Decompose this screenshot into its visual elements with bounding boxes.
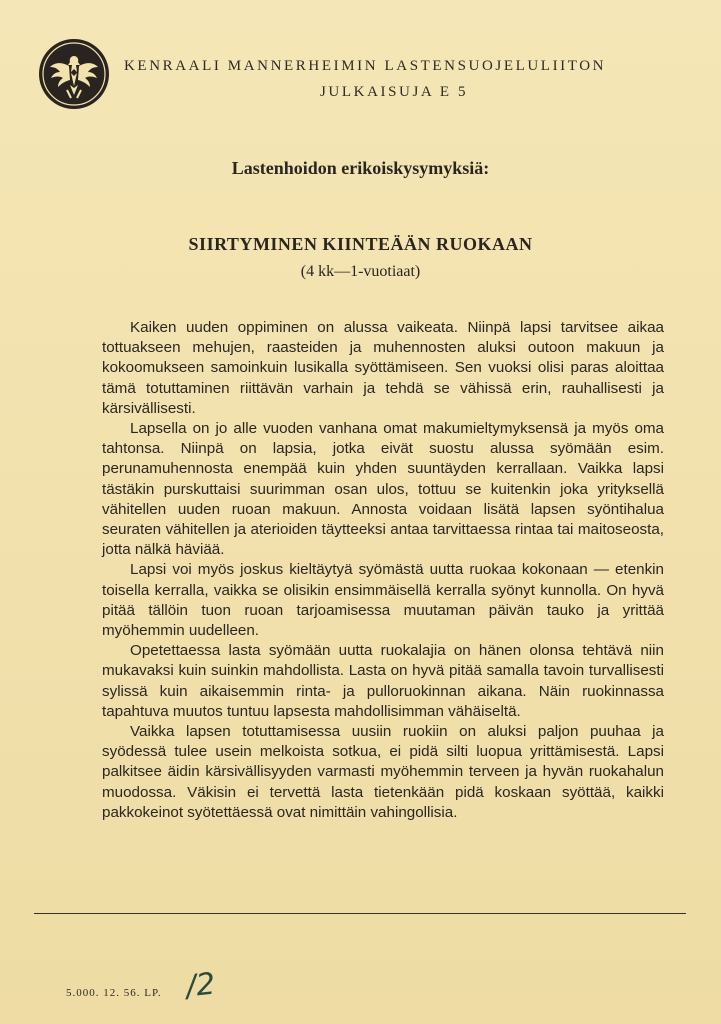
series-title: Lastenhoidon erikoiskysymyksiä: xyxy=(231,158,490,178)
paragraph: Opetettaessa lasta syömään uutta ruokalajia on hänen olonsa tehtävä niin mukavaksi kuin suinkin mahdollista. Lasta on hyvä pitää samalla tavoin turvallisesti sylissä kuin aikaisemmin rinta- ja pulloruokinnan aikana. Näin ruokinnassa tapahtuva muutos tuntuu lapsesta mahdollisimman vähäiseltä. xyxy=(102,642,664,720)
page-subtitle: (4 kk—1-vuotiaat) xyxy=(300,263,421,280)
eagle-emblem-icon xyxy=(38,38,110,110)
print-imprint: 5.000. 12. 56. LP. xyxy=(66,987,162,999)
paragraph: Lapsella on jo alle vuoden vanhana omat makumieltymyksensä ja myös oma tahtonsa. Niinpä on lapsia, jotka eivät suostu alussa syömään esim. perunamuhennosta enempää kuin yhden suuntäyden kerrallaan. Vaikka lapsi tästäkin purskuttaisi suurimman osan ulos, tottuu se kuitenkin joka yrityksellä vähitellen uuden ruoan makuun. Annosta voidaan lisätä lapsen syöntihalua seuraten vähitellen ja aterioiden täytteeksi antaa tarvittaessa rintaa tai maitoseosta, jotta nälkä häviää. xyxy=(102,420,664,559)
footer-divider xyxy=(34,913,686,914)
handwritten-note: /2 xyxy=(184,966,217,1005)
paragraph: Vaikka lapsen totuttamisessa uusiin ruokiin on aluksi paljon puuhaa ja syödessä tulee usein melkoista sotkua, ei pidä silti luopua yrittämisestä. Lapsi palkitsee äidin kärsivällisyyden varmasti myöhemmin terveen ja hyvän ruokahalun muodossa. Väkisin ei tervettä lasta tietenkään pidä koskaan syöttää, kaikki pakkokeinot syötettäessä ovat nimittäin vahingollisia. xyxy=(102,723,664,821)
page-title: SIIRTYMINEN KIINTEÄÄN RUOKAAN xyxy=(188,234,533,254)
paragraph: Lapsi voi myös joskus kieltäytyä syömästä uutta ruokaa kokonaan — etenkin toisella kerralla, vaikka se olisikin ensimmäisellä kerralla syönyt kunnolla. On hyvä pitää tällöin tuon ruoan tarjoamisessa muutaman päivän tauko ja yrittää myöhemmin uudelleen. xyxy=(102,561,664,640)
body-text xyxy=(102,318,664,823)
header-organization: KENRAALI MANNERHEIMIN LASTENSUOJELULIITON xyxy=(124,58,607,74)
header-series: JULKAISUJA E 5 xyxy=(320,84,469,100)
paragraph: Kaiken uuden oppiminen on alussa vaikeata. Niinpä lapsi tarvitsee aikaa tottuakseen mehujen, raasteiden ja muhennosten aluksi outoon makuun ja kokoomukseen samoinkuin lusikalla syöttämiseen. Sen vuoksi olisi paras aloittaa tämä totuttaminen riittävän varhain ja tehdä se vähissä erin, rauhallisesti ja kärsivällisesti. xyxy=(102,319,664,417)
